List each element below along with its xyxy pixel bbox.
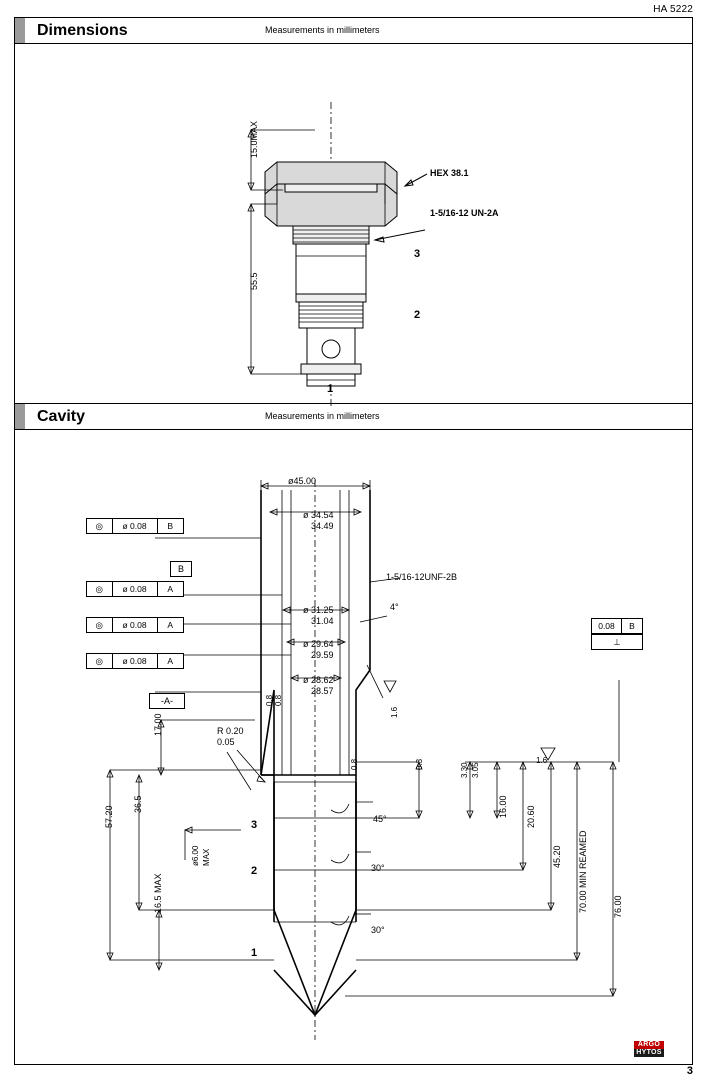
cavity-port-2: 2	[251, 865, 258, 877]
perpendicularity-icon: ⊥	[613, 636, 621, 647]
fcf-datum: B	[167, 521, 174, 531]
dim-29-64: ø 29.64	[303, 639, 334, 649]
angle-4deg: 4°	[390, 602, 399, 612]
perp-datum: B	[629, 621, 635, 631]
dim-0-8-b: 0.8	[274, 694, 283, 706]
fcf-tolerance: ø 0.08	[113, 654, 158, 668]
fcf-tolerance: ø 0.08	[113, 519, 158, 533]
brand-logo	[634, 1041, 678, 1058]
dim-29-59: 29.59	[311, 650, 334, 660]
label-thread: 1-5/16-12 UN-2A	[430, 208, 499, 218]
dim-3-30: 3.30	[460, 762, 469, 778]
feature-control-frame-1	[86, 518, 184, 534]
brand-logo-line1: ARGO	[634, 1041, 664, 1049]
brand-logo-line2: HYTOS	[634, 1049, 664, 1057]
dim-45-20: 45.20	[552, 845, 562, 868]
dim-20-60: 20.60	[526, 805, 536, 828]
page-number: 3	[686, 1065, 693, 1077]
cavity-port-3: 3	[251, 819, 258, 831]
section-accent-bar	[15, 18, 25, 43]
fcf-tolerance: ø 0.08	[113, 582, 158, 596]
chamfer-1-6-a: 1.6	[390, 706, 399, 718]
label-length: 55.5	[249, 272, 259, 290]
label-port-3: 3	[414, 248, 421, 260]
dim-57-20: 57.20	[104, 805, 114, 828]
dim-31-25: ø 31.25	[303, 605, 334, 615]
dim-70-min-reamed: 70.00 MIN REAMED	[578, 830, 588, 913]
dim-36-5: 36.5	[133, 795, 143, 813]
dim-6-00-max: MAX	[202, 848, 211, 866]
dim-34-54: ø 34.54	[303, 510, 334, 520]
label-height-max: 15.0MAX	[249, 120, 259, 158]
feature-control-frame-4	[86, 653, 184, 669]
section-accent-bar-2	[15, 404, 25, 429]
dim-76-00: 76.00	[613, 895, 623, 918]
section-title-2: Cavity	[37, 408, 86, 425]
radius-tol: 0.05	[217, 737, 235, 747]
dim-28-57: 28.57	[311, 686, 334, 696]
dim-28-62: ø 28.62	[303, 675, 334, 685]
dim-16-00: 16.00	[498, 795, 508, 818]
angle-30-a: 30°	[371, 863, 385, 873]
cavity-port-1: 1	[251, 947, 258, 959]
section-title: Dimensions	[37, 22, 128, 39]
datum-a-box: -A-	[149, 693, 185, 709]
angle-30-b: 30°	[371, 925, 385, 935]
section-subtitle: Measurements in millimeters	[265, 25, 380, 35]
label-port-2: 2	[414, 309, 421, 321]
dim-0-8-c: 0.8	[350, 758, 359, 770]
coaxiality-icon: ◎	[87, 654, 113, 668]
dim-0-3: 0.3	[415, 758, 424, 770]
section-header-dimensions	[15, 18, 692, 44]
drawing-frame	[14, 17, 693, 1065]
feature-control-frame-3	[86, 617, 184, 633]
dim-16-5-max: 16.5 MAX	[153, 873, 163, 913]
fcf-datum: A	[167, 584, 174, 594]
fcf-datum: A	[167, 620, 174, 630]
feature-control-frame-2	[86, 581, 184, 597]
fcf-tolerance: ø 0.08	[113, 618, 158, 632]
dim-0-8-a: 0.8	[265, 694, 274, 706]
radius-value: R 0.20	[217, 726, 244, 736]
dim-31-04: 31.04	[311, 616, 334, 626]
label-cavity-thread: 1-5/16-12UNF-2B	[386, 572, 458, 582]
section-header-cavity	[15, 404, 692, 430]
perp-tolerance: 0.08	[592, 619, 622, 633]
fcf-datum: A	[167, 656, 174, 666]
dim-3-05: 3.05	[471, 762, 480, 778]
coaxiality-icon: ◎	[87, 618, 113, 632]
coaxiality-icon: ◎	[87, 519, 113, 533]
label-hex: HEX 38.1	[430, 168, 469, 178]
chamfer-1-6-b: 1.6	[536, 756, 548, 765]
label-port-1: 1	[327, 383, 334, 395]
section-subtitle-2: Measurements in millimeters	[265, 411, 380, 421]
document-code: HA 5222	[653, 4, 693, 15]
dim-17-00: 17.00	[153, 713, 163, 736]
dimensions-drawing	[15, 44, 692, 412]
dim-6-00: ø6.00	[191, 845, 200, 866]
coaxiality-icon: ◎	[87, 582, 113, 596]
perpendicularity-symbol-frame	[591, 634, 643, 650]
dim-top-diameter: ø45.00	[288, 476, 317, 486]
perpendicularity-frame-tolerance	[591, 618, 643, 634]
datum-b-box: B	[170, 561, 192, 577]
angle-45: 45°	[373, 814, 387, 824]
dim-34-49: 34.49	[311, 521, 334, 531]
